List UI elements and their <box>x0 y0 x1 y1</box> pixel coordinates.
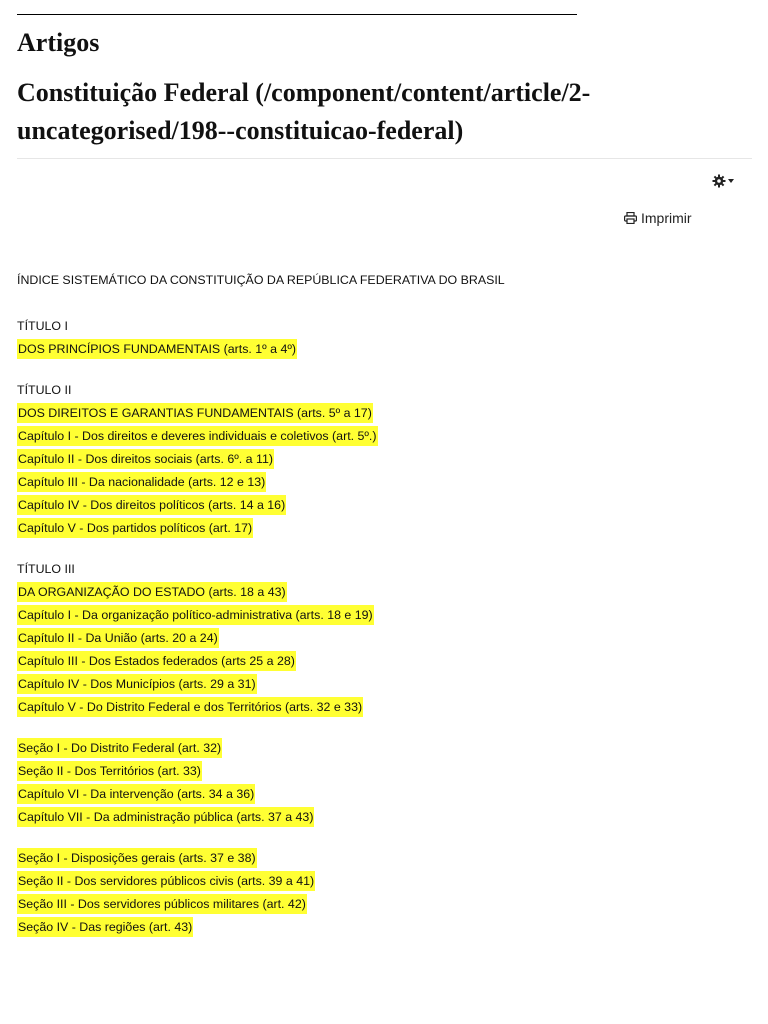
top-divider <box>17 14 577 15</box>
article-options-menu[interactable] <box>712 174 736 188</box>
index-link[interactable]: Seção II - Dos servidores públicos civis (arts. 39 a 41) <box>17 871 315 891</box>
index-link[interactable]: DOS DIREITOS E GARANTIAS FUNDAMENTAIS (arts. 5º a 17) <box>17 403 373 423</box>
section-heading: Artigos <box>17 28 100 57</box>
index-link[interactable]: DOS PRINCÍPIOS FUNDAMENTAIS (arts. 1º a 4º) <box>17 339 297 359</box>
gear-icon <box>712 174 726 188</box>
titulo-label: TÍTULO II <box>17 383 72 397</box>
print-button[interactable] <box>624 210 692 226</box>
index-link[interactable]: Capítulo III - Dos Estados federados (arts 25 a 28) <box>17 651 296 671</box>
index-link[interactable]: Capítulo VII - Da administração pública (arts. 37 a 43) <box>17 807 314 827</box>
index-link[interactable]: Seção IV - Das regiões (art. 43) <box>17 917 193 937</box>
titulo-label: TÍTULO I <box>17 319 68 333</box>
article-body <box>17 270 757 940</box>
index-link[interactable]: Capítulo II - Da União (arts. 20 a 24) <box>17 628 219 648</box>
index-link[interactable]: Seção II - Dos Territórios (art. 33) <box>17 761 202 781</box>
index-link[interactable]: Capítulo I - Da organização político-administrativa (arts. 18 e 19) <box>17 605 374 625</box>
index-link[interactable]: Capítulo III - Da nacionalidade (arts. 12 e 13) <box>17 472 266 492</box>
index-link[interactable]: Capítulo IV - Dos direitos políticos (arts. 14 a 16) <box>17 495 286 515</box>
index-heading: ÍNDICE SISTEMÁTICO DA CONSTITUIÇÃO DA REPÚBLICA FEDERATIVA DO BRASIL <box>17 273 505 287</box>
index-link[interactable]: Capítulo V - Do Distrito Federal e dos Territórios (arts. 32 e 33) <box>17 697 363 717</box>
title-divider <box>17 158 752 159</box>
index-link[interactable]: Capítulo VI - Da intervenção (arts. 34 a 36) <box>17 784 255 804</box>
printer-icon <box>624 212 637 224</box>
article-title[interactable]: Constituição Federal (/component/content/article/2-uncategorised/198--constituicao-federal) <box>17 78 591 145</box>
index-link[interactable]: Capítulo I - Dos direitos e deveres individuais e coletivos (art. 5º.) <box>17 426 378 446</box>
index-link[interactable]: Capítulo V - Dos partidos políticos (art. 17) <box>17 518 253 538</box>
print-label: Imprimir <box>641 210 692 226</box>
caret-down-icon <box>726 174 736 188</box>
index-link[interactable]: Seção I - Disposições gerais (arts. 37 e 38) <box>17 848 257 868</box>
index-link[interactable]: Seção III - Dos servidores públicos militares (art. 42) <box>17 894 307 914</box>
index-link[interactable]: Capítulo II - Dos direitos sociais (arts. 6º. a 11) <box>17 449 274 469</box>
index-link[interactable]: Capítulo IV - Dos Municípios (arts. 29 a 31) <box>17 674 257 694</box>
index-link[interactable]: Seção I - Do Distrito Federal (art. 32) <box>17 738 222 758</box>
index-link[interactable]: DA ORGANIZAÇÃO DO ESTADO (arts. 18 a 43) <box>17 582 287 602</box>
titulo-label: TÍTULO III <box>17 562 75 576</box>
